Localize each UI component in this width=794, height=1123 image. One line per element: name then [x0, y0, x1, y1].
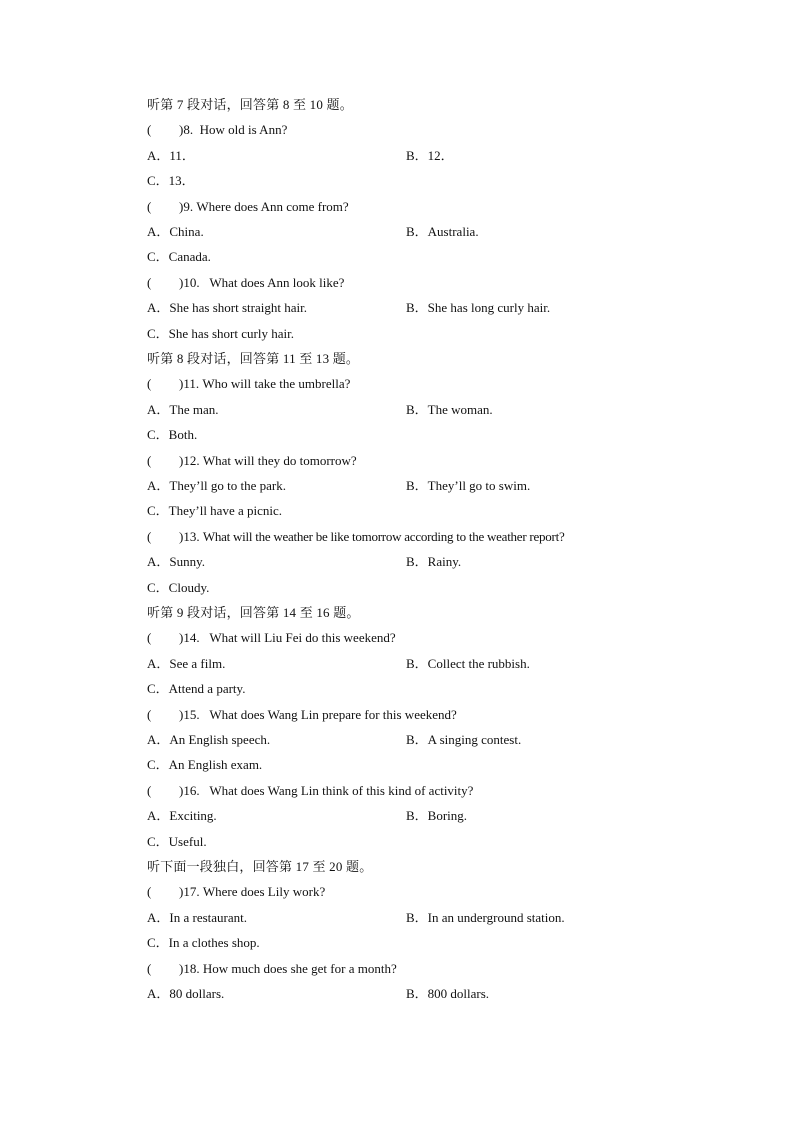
option-b: B．Australia.: [406, 224, 479, 239]
answer-blank: (: [147, 884, 152, 900]
option-a: A．The man.: [147, 401, 219, 417]
answer-blank: (: [147, 782, 152, 798]
question-number: )14.: [179, 630, 200, 646]
options-row: [147, 219, 707, 244]
option-c: C．Cloudy.: [147, 579, 210, 595]
question-text: How much does she get for a month?: [202, 960, 397, 976]
question-9: [147, 194, 707, 219]
question-11: [147, 371, 707, 396]
answer-blank: (: [147, 376, 152, 392]
question-number: )9.: [179, 198, 194, 214]
option-a: A．In a restaurant.: [147, 909, 247, 925]
option-a: A．Sunny.: [147, 554, 206, 570]
question-18: [147, 956, 707, 981]
question-number: )8.: [179, 122, 194, 138]
question-text: What will the weather be like tomorrow according to the weather report?: [202, 528, 565, 544]
question-text: What does Wang Lin think of this kind of activity?: [209, 782, 474, 798]
option-c: C．Useful.: [147, 833, 207, 849]
option-c: C．Canada.: [147, 249, 211, 265]
question-text: Where does Lily work?: [202, 884, 326, 900]
options-row: [147, 981, 707, 1006]
question-14: [147, 625, 707, 650]
option-c: C．An English exam.: [147, 757, 263, 773]
question-13: [147, 524, 707, 549]
question-16: [147, 778, 707, 803]
option-a: A．See a film.: [147, 655, 226, 671]
option-a: A．An English speech.: [147, 732, 271, 747]
option-b: B．12．: [406, 147, 454, 163]
question-number: )11.: [179, 376, 200, 392]
section-header: 听第 7 段对话，回答第 8 至 10 题。: [147, 97, 353, 112]
question-number: )12.: [179, 452, 200, 468]
answer-blank: (: [147, 960, 152, 976]
option-c: C．13．: [147, 173, 195, 189]
answer-blank: (: [147, 706, 152, 722]
question-text: What will Liu Fei do this weekend?: [209, 630, 396, 646]
options-row: [147, 803, 707, 828]
option-a: A．11．: [147, 147, 195, 163]
question-number: )16.: [179, 782, 200, 798]
answer-blank: (: [147, 452, 152, 468]
question-12: [147, 448, 707, 473]
section-header: 听第 9 段对话，回答第 14 至 16 题。: [147, 605, 360, 620]
question-number: )13.: [179, 528, 200, 544]
question-17: [147, 879, 707, 904]
answer-blank: (: [147, 630, 152, 646]
question-number: )17.: [179, 884, 200, 900]
options-row: [147, 727, 707, 752]
answer-blank: (: [147, 528, 152, 544]
options-row: [147, 651, 707, 676]
option-a: A．They’ll go to the park.: [147, 478, 286, 493]
option-b: B．She has long curly hair.: [406, 300, 551, 316]
option-a: A．Exciting.: [147, 808, 217, 824]
answer-blank: (: [147, 198, 152, 214]
option-a: A．She has short straight hair.: [147, 300, 307, 316]
answer-blank: (: [147, 274, 152, 290]
question-text: What will they do tomorrow?: [202, 452, 357, 468]
question-text: Who will take the umbrella?: [202, 376, 351, 392]
option-b: B．They’ll go to swim.: [406, 478, 531, 493]
option-b: B．The woman.: [406, 401, 493, 417]
option-c: C．Both.: [147, 427, 198, 443]
question-8: [147, 117, 707, 142]
option-b: B．A singing contest.: [406, 732, 522, 747]
option-b: B．Boring.: [406, 808, 468, 824]
question-text: Where does Ann come from?: [196, 198, 349, 214]
options-row: [147, 143, 707, 168]
option-a: A．80 dollars.: [147, 986, 225, 1001]
section-header: 听第 8 段对话，回答第 11 至 13 题。: [147, 351, 360, 366]
option-b: B．Collect the rubbish.: [406, 655, 530, 671]
option-b: B．In an underground station.: [406, 909, 565, 925]
question-number: )10.: [179, 274, 200, 290]
section-header: 听下面一段独白，回答第 17 至 20 题。: [147, 859, 373, 874]
option-a: A．China.: [147, 224, 204, 239]
question-text: What does Wang Lin prepare for this weekend?: [209, 706, 457, 722]
options-row: [147, 397, 707, 422]
question-10: [147, 270, 707, 295]
options-row: [147, 549, 707, 574]
question-number: )18.: [179, 960, 200, 976]
option-c: C．They’ll have a picnic.: [147, 503, 283, 519]
answer-blank: (: [147, 122, 152, 138]
option-b: B．800 dollars.: [406, 986, 490, 1001]
options-row: [147, 295, 707, 320]
option-c: C．In a clothes shop.: [147, 935, 260, 951]
question-15: [147, 702, 707, 727]
option-b: B．Rainy.: [406, 554, 462, 570]
question-number: )15.: [179, 706, 200, 722]
question-text: What does Ann look like?: [209, 274, 345, 290]
option-c: C．She has short curly hair.: [147, 325, 294, 341]
options-row: [147, 473, 707, 498]
options-row: [147, 905, 707, 930]
question-text: How old is Ann?: [199, 122, 288, 138]
option-c: C．Attend a party.: [147, 681, 246, 697]
